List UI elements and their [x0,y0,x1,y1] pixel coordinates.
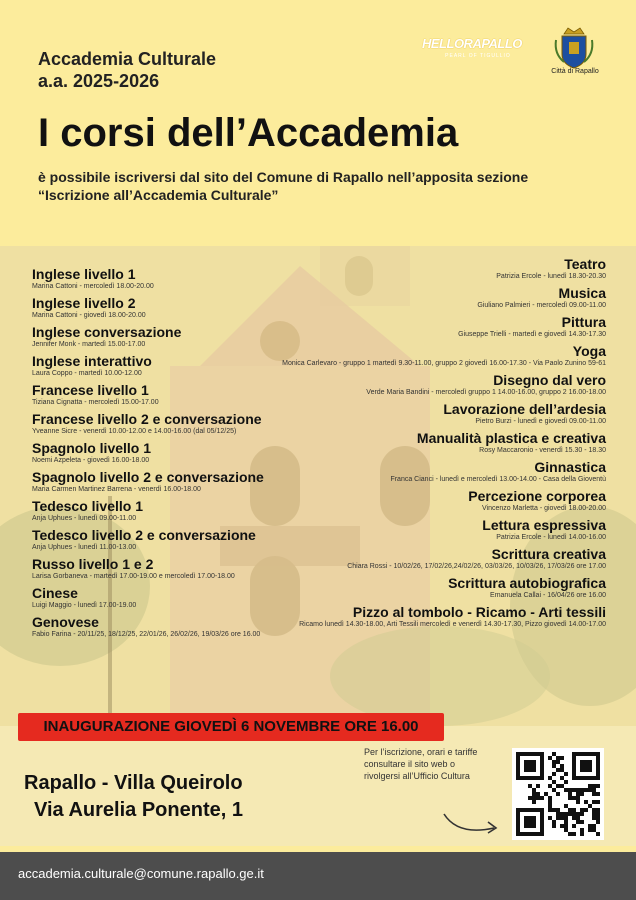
course-item [276,575,606,600]
qr-code-icon[interactable] [512,748,604,840]
course-name: Francese livello 1 [32,382,149,398]
hello-rapallo-wordmark: HELLORAPALLO [422,36,522,51]
course-detail: Larisa Gorbaneva - martedì 17.00-19.00 e mercoledì 17.00-18.00 [32,573,235,580]
course-name: Francese livello 2 e conversazione [32,411,262,427]
organization-name [38,48,216,92]
course-name: Pizzo al tombolo - Ricamo - Arti tessili [352,604,606,620]
course-name: Genovese [32,614,99,630]
course-detail: Verde Maria Bandini - mercoledì gruppo 1 14.00-16.00, gruppo 2 16.00-18.00 [366,389,606,396]
course-detail: Giuseppe Trielli - martedì e giovedì 14.30-17.30 [458,331,606,338]
course-item [276,517,606,542]
course-item [276,314,606,339]
course-item [276,459,606,484]
course-detail: Laura Coppo - martedì 10.00-12.00 [32,370,142,377]
course-name: Lavorazione dell’ardesia [443,401,606,417]
course-name: Russo livello 1 e 2 [32,556,154,572]
course-detail: Chiara Rossi - 10/02/26, 17/02/26,24/02/26, 03/03/26, 10/03/26, 17/03/26 ore 17.00 [347,563,606,570]
course-detail: Patrizia Ercole - lunedì 14.00-16.00 [496,534,606,541]
venue-line-2: Via Aurelia Ponente, 1 [34,799,243,821]
course-name: Tedesco livello 2 e conversazione [32,527,256,543]
course-detail: Marina Cattoni - giovedì 18.00-20.00 [32,312,146,319]
arts-courses-list [276,256,606,633]
course-name: Pittura [561,314,606,330]
course-detail: Luigi Maggio - lunedì 17.00-19.00 [32,602,137,609]
org-line-1: Accademia Culturale [38,49,217,69]
course-item [276,488,606,513]
course-item [276,372,606,397]
hello-rapallo-tagline: PEARL OF TIGULLIO [445,53,511,59]
course-item [276,546,606,571]
course-name: Inglese livello 2 [32,295,136,311]
contact-email[interactable]: accademia.culturale@comune.rapallo.ge.it [18,866,264,881]
course-detail: Ricamo lunedì 14.30-18.00, Arti Tessili mercoledì e venerdì 14.30-17.30, Pizzo giovedì 14.00-17.00 [299,621,606,628]
course-name: Yoga [572,343,606,359]
course-item [276,343,606,368]
course-detail: Yveanne Sicre - venerdì 10.00-12.00 e 14.00-16.00 (dal 05/12/25) [32,428,237,435]
course-detail: Emanuela Callai - 16/04/26 ore 16.00 [490,592,606,599]
course-name: Scrittura creativa [491,546,606,562]
course-name: Inglese interattivo [32,353,152,369]
course-detail: Maria Carmen Martinez Barrena - venerdì 16.00-18.00 [32,486,201,493]
course-detail: Vincenzo Marletta - giovedì 18.00-20.00 [481,505,606,512]
course-item [276,401,606,426]
course-name: Manualità plastica e creativa [416,430,606,446]
course-detail: Patrizia Ercole - lunedì 18.30-20.30 [496,273,606,280]
course-name: Lettura espressiva [482,517,606,533]
course-detail: Anja Uphues - lunedì 09.00-11.00 [32,515,137,522]
course-name: Disegno dal vero [493,372,606,388]
course-name: Teatro [564,256,606,272]
course-name: Inglese conversazione [32,324,182,340]
course-name: Musica [558,285,606,301]
course-name: Spagnolo livello 1 [32,440,152,456]
page-title: I corsi dell’Accademia [38,111,459,155]
course-item [276,604,606,629]
course-detail: Tiziana Cignatta - mercoledì 15.00-17.00 [32,399,159,406]
header [0,0,636,246]
course-detail: Rosy Maccaronio - venerdì 15.30 - 18.30 [479,447,606,454]
registration-info: Per l’iscrizione, orari e tariffe consultare il sito web o rivolgersi all’Ufficio Cultura [364,747,478,781]
course-item [276,256,606,281]
venue-address [24,770,243,824]
course-detail: Jennifer Monk - martedì 15.00-17.00 [32,341,146,348]
hello-rapallo-logo [422,36,534,72]
course-detail: Anja Uphues - lunedì 11.00-13.00 [32,544,137,551]
course-detail: Franca Cianci - lunedì e mercoledì 13.00-14.00 - Casa della Gioventù [390,476,606,483]
course-item [276,285,606,310]
course-name: Inglese livello 1 [32,266,136,282]
course-name: Percezione corporea [468,488,606,504]
course-item [276,430,606,455]
footer [0,852,636,900]
course-detail: Pietro Burzi - lunedì e giovedì 09.00-11.00 [475,418,606,425]
course-name: Cinese [32,585,78,601]
course-name: Ginnastica [534,459,606,475]
course-detail: Monica Carlevaro - gruppo 1 martedì 9.30-11.00, gruppo 2 giovedì 16.00-17.30 - Via Paolo Zunino 59-61 [282,360,606,367]
subtitle: è possibile iscriversi dal sito del Comune di Rapallo nell’apposita sezione “Iscrizione all’Accademia Culturale” [38,169,529,203]
curved-arrow-icon [440,808,502,838]
course-name: Scrittura autobiografica [448,575,606,591]
inauguration-banner: INAUGURAZIONE GIOVEDÌ 6 NOVEMBRE ORE 16.00 [18,713,444,741]
course-detail: Marina Cattoni - mercoledì 18.00-20.00 [32,283,154,290]
course-detail: Noemi Azpeleta - giovedì 16.00-18.00 [32,457,150,464]
academic-year: a.a. 2025-2026 [38,71,160,91]
course-detail: Giuliano Palmieri - mercoledì 09.00-11.00 [477,302,606,309]
course-name: Spagnolo livello 2 e conversazione [32,469,264,485]
course-name: Tedesco livello 1 [32,498,144,514]
venue-line-1: Rapallo - Villa Queirolo [24,772,243,794]
crest-caption: Città di Rapallo [551,68,599,75]
course-detail: Fabio Farina - 20/11/25, 18/12/25, 22/01/26, 26/02/26, 19/03/26 ore 16.00 [32,631,261,638]
